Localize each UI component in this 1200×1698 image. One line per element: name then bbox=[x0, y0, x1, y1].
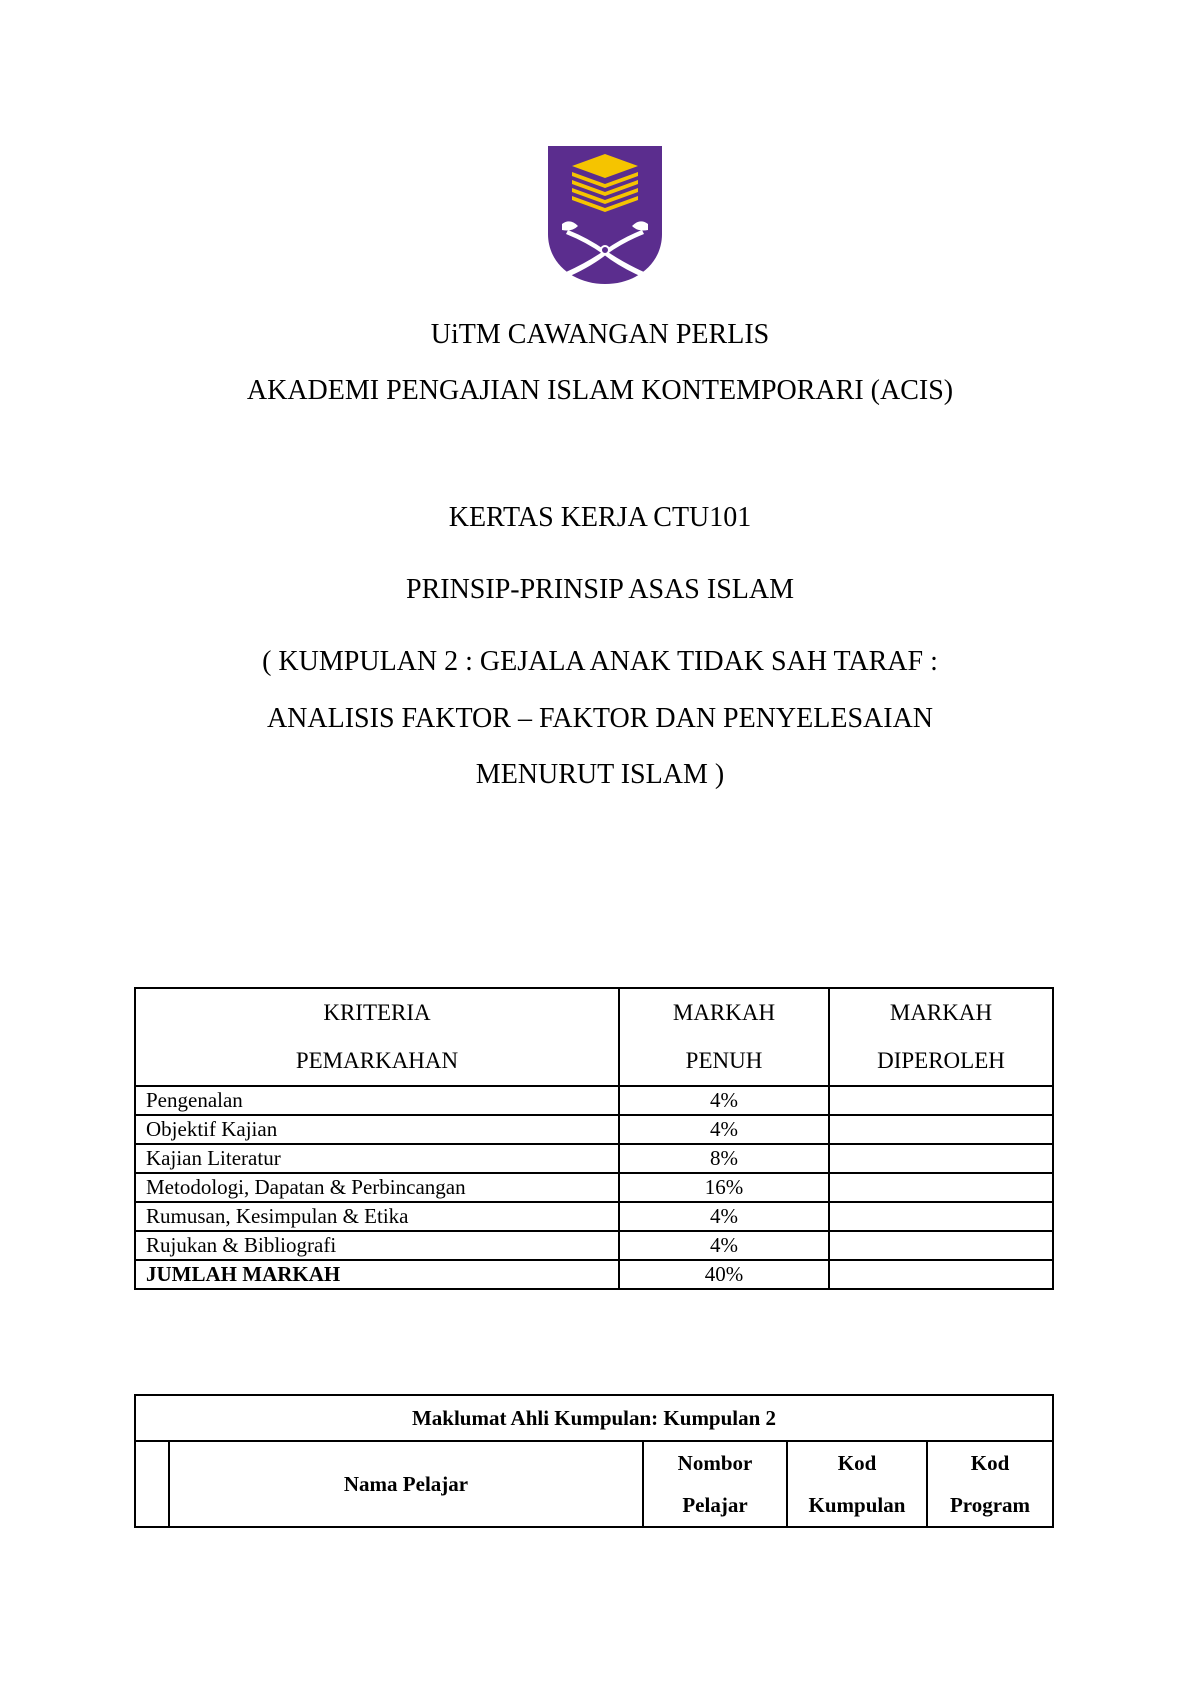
group-code-header-line2: Kumpulan bbox=[808, 1493, 906, 1517]
topic-line-1: ( KUMPULAN 2 : GEJALA ANAK TIDAK SAH TARAF : bbox=[262, 646, 938, 677]
student-name-header: Nama Pelajar bbox=[169, 1441, 643, 1527]
student-number-header-line1: Nombor bbox=[677, 1451, 753, 1475]
full-marks-cell: 4% bbox=[619, 1231, 829, 1260]
group-code-header bbox=[787, 1441, 927, 1527]
obtained-marks-cell[interactable] bbox=[829, 1202, 1053, 1231]
members-caption: Maklumat Ahli Kumpulan: Kumpulan 2 bbox=[135, 1395, 1053, 1441]
table-row bbox=[135, 1173, 1053, 1202]
criteria-cell: Kajian Literatur bbox=[135, 1144, 619, 1173]
marking-criteria-table bbox=[134, 987, 1054, 1290]
uitm-logo bbox=[548, 146, 662, 284]
academy-heading: AKADEMI PENGAJIAN ISLAM KONTEMPORARI (ACIS) bbox=[246, 375, 954, 406]
campus-heading: UiTM CAWANGAN PERLIS bbox=[430, 319, 770, 350]
table-row bbox=[135, 1144, 1053, 1173]
student-number-header-line2: Pelajar bbox=[682, 1493, 748, 1517]
obtained-marks-cell[interactable] bbox=[829, 1173, 1053, 1202]
table-row bbox=[135, 1086, 1053, 1115]
obtained-marks-cell[interactable] bbox=[829, 1086, 1053, 1115]
criteria-header-line1: KRITERIA bbox=[323, 1000, 431, 1025]
obtained-marks-header-line1: MARKAH bbox=[889, 1000, 993, 1025]
criteria-header bbox=[135, 988, 619, 1086]
table-row bbox=[135, 1231, 1053, 1260]
program-code-header-line1: Kod bbox=[970, 1451, 1010, 1475]
total-row bbox=[135, 1260, 1053, 1289]
full-marks-cell: 4% bbox=[619, 1202, 829, 1231]
obtained-marks-cell[interactable] bbox=[829, 1231, 1053, 1260]
full-marks-header bbox=[619, 988, 829, 1086]
group-members-table bbox=[134, 1394, 1054, 1528]
total-obtained-marks[interactable] bbox=[829, 1260, 1053, 1289]
full-marks-cell: 16% bbox=[619, 1173, 829, 1202]
total-label: JUMLAH MARKAH bbox=[135, 1260, 619, 1289]
obtained-marks-cell[interactable] bbox=[829, 1144, 1053, 1173]
marks-header-row bbox=[135, 988, 1053, 1086]
program-code-header-line2: Program bbox=[949, 1493, 1031, 1517]
group-code-header-line1: Kod bbox=[837, 1451, 877, 1475]
student-number-header bbox=[643, 1441, 787, 1527]
table-row bbox=[135, 1202, 1053, 1231]
criteria-cell: Rumusan, Kesimpulan & Etika bbox=[135, 1202, 619, 1231]
full-marks-cell: 8% bbox=[619, 1144, 829, 1173]
members-header-row bbox=[135, 1441, 1053, 1527]
criteria-cell: Rujukan & Bibliografi bbox=[135, 1231, 619, 1260]
uitm-crest-icon bbox=[548, 146, 662, 284]
topic-line-3: MENURUT ISLAM ) bbox=[475, 759, 725, 790]
obtained-marks-cell[interactable] bbox=[829, 1115, 1053, 1144]
total-full-marks: 40% bbox=[619, 1260, 829, 1289]
criteria-cell: Objektif Kajian bbox=[135, 1115, 619, 1144]
topic-line-2: ANALISIS FAKTOR – FAKTOR DAN PENYELESAIAN bbox=[266, 703, 934, 734]
criteria-cell: Metodologi, Dapatan & Perbincangan bbox=[135, 1173, 619, 1202]
members-caption-row bbox=[135, 1395, 1053, 1441]
obtained-marks-header-line2: DIPEROLEH bbox=[877, 1048, 1005, 1073]
full-marks-header-line2: PENUH bbox=[685, 1048, 763, 1073]
paper-title: KERTAS KERJA CTU101 bbox=[448, 502, 752, 533]
full-marks-cell: 4% bbox=[619, 1086, 829, 1115]
course-title: PRINSIP-PRINSIP ASAS ISLAM bbox=[406, 574, 794, 605]
row-number-header bbox=[135, 1441, 169, 1527]
criteria-header-line2: PEMARKAHAN bbox=[295, 1048, 459, 1073]
full-marks-header-line1: MARKAH bbox=[672, 1000, 776, 1025]
full-marks-cell: 4% bbox=[619, 1115, 829, 1144]
obtained-marks-header bbox=[829, 988, 1053, 1086]
program-code-header bbox=[927, 1441, 1053, 1527]
criteria-cell: Pengenalan bbox=[135, 1086, 619, 1115]
table-row bbox=[135, 1115, 1053, 1144]
